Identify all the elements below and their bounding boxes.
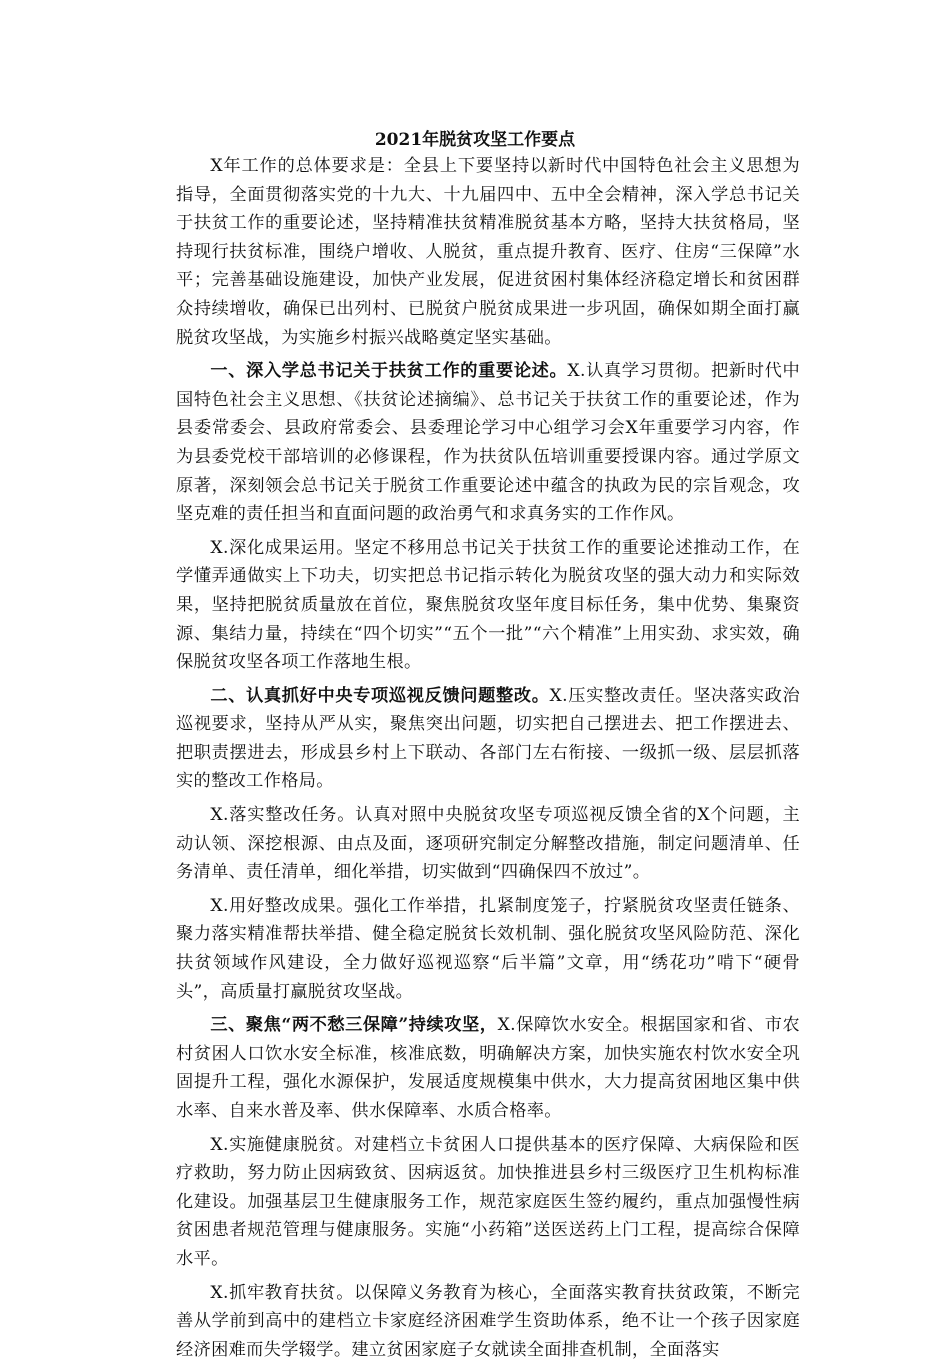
document-body bbox=[176, 152, 800, 1369]
paragraph-text: X.抓牢教育扶贫。以保障义务教育为核心，全面落实教育扶贫政策，不断完善从学前到高中的建档立卡家庭经济困难学生资助体系，绝不让一个孩子因家庭经济困难而失学辍学。建立贫困家庭子女就读全面排查机制，全面落实 bbox=[176, 1282, 800, 1360]
paragraph-text: X.保障饮水安全。根据国家和省、市农村贫困人口饮水安全标准，核准底数，明确解决方案，加快实施农村饮水安全巩固提升工程，强化水源保护，发展适度规模集中供水，大力提高贫困地区集中供水率、自来水普及率、供水保障率、水质合格率。 bbox=[176, 1015, 800, 1121]
section-heading-1: 一、深入学总书记关于扶贫工作的重要论述。 bbox=[210, 361, 568, 382]
paragraph-3-3 bbox=[176, 1279, 800, 1365]
paragraph-3-2 bbox=[176, 1131, 800, 1274]
paragraph-text: X.实施健康脱贫。对建档立卡贫困人口提供基本的医疗保障、大病保险和医疗救助，努力防止因病致贫、因病返贫。加快推进县乡村三级医疗卫生机构标准化建设。加强基层卫生健康服务工作，规范家庭医生签约履约，重点加强慢性病贫困患者规范管理与健康服务。实施“小药箱”送医送药上门工程，提高综合保障水平。 bbox=[176, 1134, 800, 1269]
paragraph-section-2 bbox=[176, 682, 800, 796]
paragraph-text: X年工作的总体要求是：全县上下要坚持以新时代中国特色社会主义思想为指导，全面贯彻落实党的十九大、十九届四中、五中全会精神，深入学总书记关于扶贫工作的重要论述，坚持精准扶贫精准脱贫基本方略，坚持大扶贫格局，坚持现行扶贫标准，围绕户增收、人脱贫，重点提升教育、医疗、住房“三保障”水平；完善基础设施建设，加快产业发展，促进贫困村集体经济稳定增长和贫困群众持续增收，确保已出列村、已脱贫户脱贫成果进一步巩固，确保如期全面打赢脱贫攻坚战，为实施乡村振兴战略奠定坚实基础。 bbox=[176, 156, 800, 348]
paragraph-2-2 bbox=[176, 801, 800, 887]
paragraph-text: X.深化成果运用。坚定不移用总书记关于扶贫工作的重要论述推动工作，在学懂弄通做实上下功夫，切实把总书记指示转化为脱贫攻坚的强大动力和实际效果，坚持把脱贫质量放在首位，聚焦脱贫攻坚年度目标任务，集中优势、集聚资源、集结力量，持续在“四个切实”“五个一批”“六个精准”上用实劲、求实效，确保脱贫攻坚各项工作落地生根。 bbox=[176, 537, 800, 673]
paragraph-text: X.压实整改责任。坚决落实政治巡视要求，坚持从严从实，聚焦突出问题，切实把自己摆进去、把工作摆进去、把职责摆进去，形成县乡村上下联动、各部门左右衔接、一级抓一级、层层抓落实的整改工作格局。 bbox=[176, 685, 800, 792]
paragraph-text: X.认真学习贯彻。把新时代中国特色社会主义思想、《扶贫论述摘编》、总书记关于扶贫工作的重要论述，作为县委常委会、县政府常委会、县委理论学习中心组学习会X年重要学习内容，作为县委党校干部培训的必修课程，作为扶贫队伍培训重要授课内容。通过学原文原著，深刻领会总书记关于脱贫工作重要论述中蕴含的执政为民的宗旨观念，攻坚克难的责任担当和直面问题的政治勇气和求真务实的工作作风。 bbox=[176, 361, 800, 525]
document-title: 2021年脱贫攻坚工作要点 bbox=[374, 130, 576, 150]
paragraph-1-2 bbox=[176, 534, 800, 677]
paragraph-section-1 bbox=[176, 357, 800, 529]
section-heading-3: 三、聚焦“两不愁三保障”持续攻坚， bbox=[210, 1015, 498, 1036]
paragraph-intro bbox=[176, 152, 800, 352]
paragraph-text: X.用好整改成果。强化工作举措，扎紧制度笼子，拧紧脱贫攻坚责任链条、聚力落实精准帮扶举措、健全稳定脱贫长效机制、强化脱贫攻坚风险防范、深化扶贫领域作风建设，全力做好巡视巡察“后半篇”文章，用“绣花功”啃下“硬骨头”，高质量打赢脱贫攻坚战。 bbox=[176, 895, 800, 1002]
section-heading-2: 二、认真抓好中央专项巡视反馈问题整改。 bbox=[210, 685, 550, 706]
paragraph-section-3 bbox=[176, 1011, 800, 1125]
paragraph-2-3 bbox=[176, 892, 800, 1006]
paragraph-text: X.落实整改任务。认真对照中央脱贫攻坚专项巡视反馈全省的X个问题，主动认领、深挖根源、由点及面，逐项研究制定分解整改措施，制定问题清单、任务清单、责任清单，细化举措，切实做到“四确保四不放过”。 bbox=[176, 805, 800, 883]
